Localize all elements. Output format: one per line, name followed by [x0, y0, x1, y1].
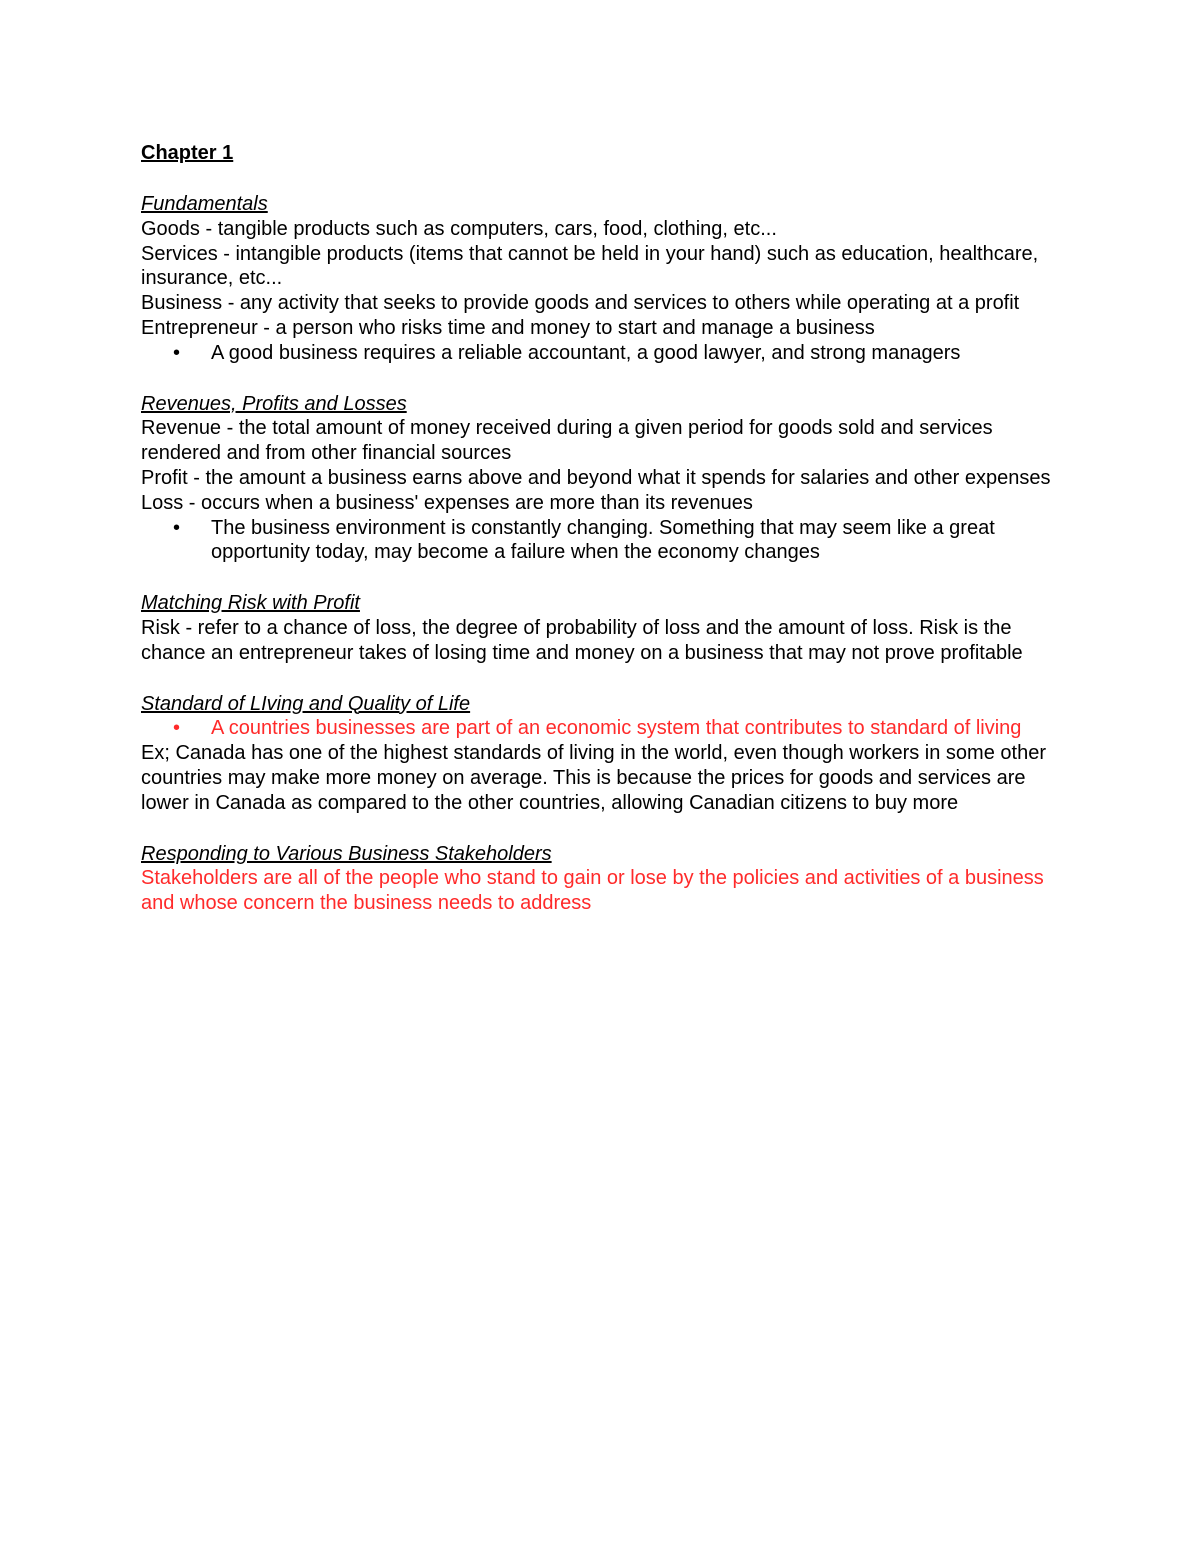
definition-goods: Goods - tangible products such as computers, cars, food, clothing, etc... — [141, 217, 777, 240]
chapter-title: Chapter 1 — [141, 142, 234, 164]
definition-stakeholders: Stakeholders are all of the people who stand to gain or lose by the policies and activities of a business and whose concern the business needs to address — [141, 867, 1044, 915]
bullet-text: A countries businesses are part of an economic system that contributes to standard of living — [211, 717, 1022, 740]
section-title: Standard of LIving and Quality of Life — [141, 692, 471, 715]
bullet-item — [141, 341, 1071, 366]
section-risk — [141, 591, 1071, 665]
section-standard-of-living — [141, 692, 1071, 816]
section-title: Fundamentals — [141, 193, 268, 215]
section-fundamentals — [141, 192, 1071, 366]
section-title: Revenues, Profits and Losses — [141, 392, 407, 415]
document-page — [141, 140, 1071, 942]
section-revenues — [141, 392, 1071, 566]
bullet-text: The business environment is constantly changing. Something that may seem like a great opportunity today, may become a failure when the economy changes — [211, 516, 995, 564]
bullet-list — [141, 341, 1071, 366]
section-stakeholders — [141, 842, 1071, 916]
bullet-item — [141, 716, 1071, 741]
bullet-list — [141, 516, 1071, 566]
bullet-icon: • — [173, 717, 181, 740]
definition-risk: Risk - refer to a chance of loss, the degree of probability of loss and the amount of loss. Risk is the chance an entrepreneur takes of losing time and money on a business that may not prove profitable — [141, 616, 1023, 664]
section-title: Responding to Various Business Stakeholders — [141, 842, 552, 865]
definition-profit: Profit - the amount a business earns above and beyond what it spends for salaries and other expenses — [141, 466, 1051, 489]
bullet-text: A good business requires a reliable accountant, a good lawyer, and strong managers — [211, 341, 961, 364]
example-canada: Ex; Canada has one of the highest standards of living in the world, even though workers in some other countries may make more money on average. This is because the prices for goods and services are lower in Canada as compared to the other countries, allowing Canadian citizens to buy more — [141, 742, 1046, 814]
definition-loss: Loss - occurs when a business' expenses are more than its revenues — [141, 491, 753, 514]
definition-business: Business - any activity that seeks to provide goods and services to others while operating at a profit — [141, 292, 1020, 315]
definition-revenue: Revenue - the total amount of money received during a given period for goods sold and services rendered and from other financial sources — [141, 417, 993, 465]
section-title: Matching Risk with Profit — [141, 592, 360, 615]
definition-entrepreneur: Entrepreneur - a person who risks time and money to start and manage a business — [141, 316, 875, 339]
bullet-icon: • — [173, 516, 181, 539]
bullet-item — [141, 516, 1071, 566]
bullet-icon: • — [173, 341, 181, 364]
definition-services: Services - intangible products (items that cannot be held in your hand) such as education, healthcare, insurance, etc... — [141, 242, 1039, 290]
bullet-list — [141, 716, 1071, 741]
